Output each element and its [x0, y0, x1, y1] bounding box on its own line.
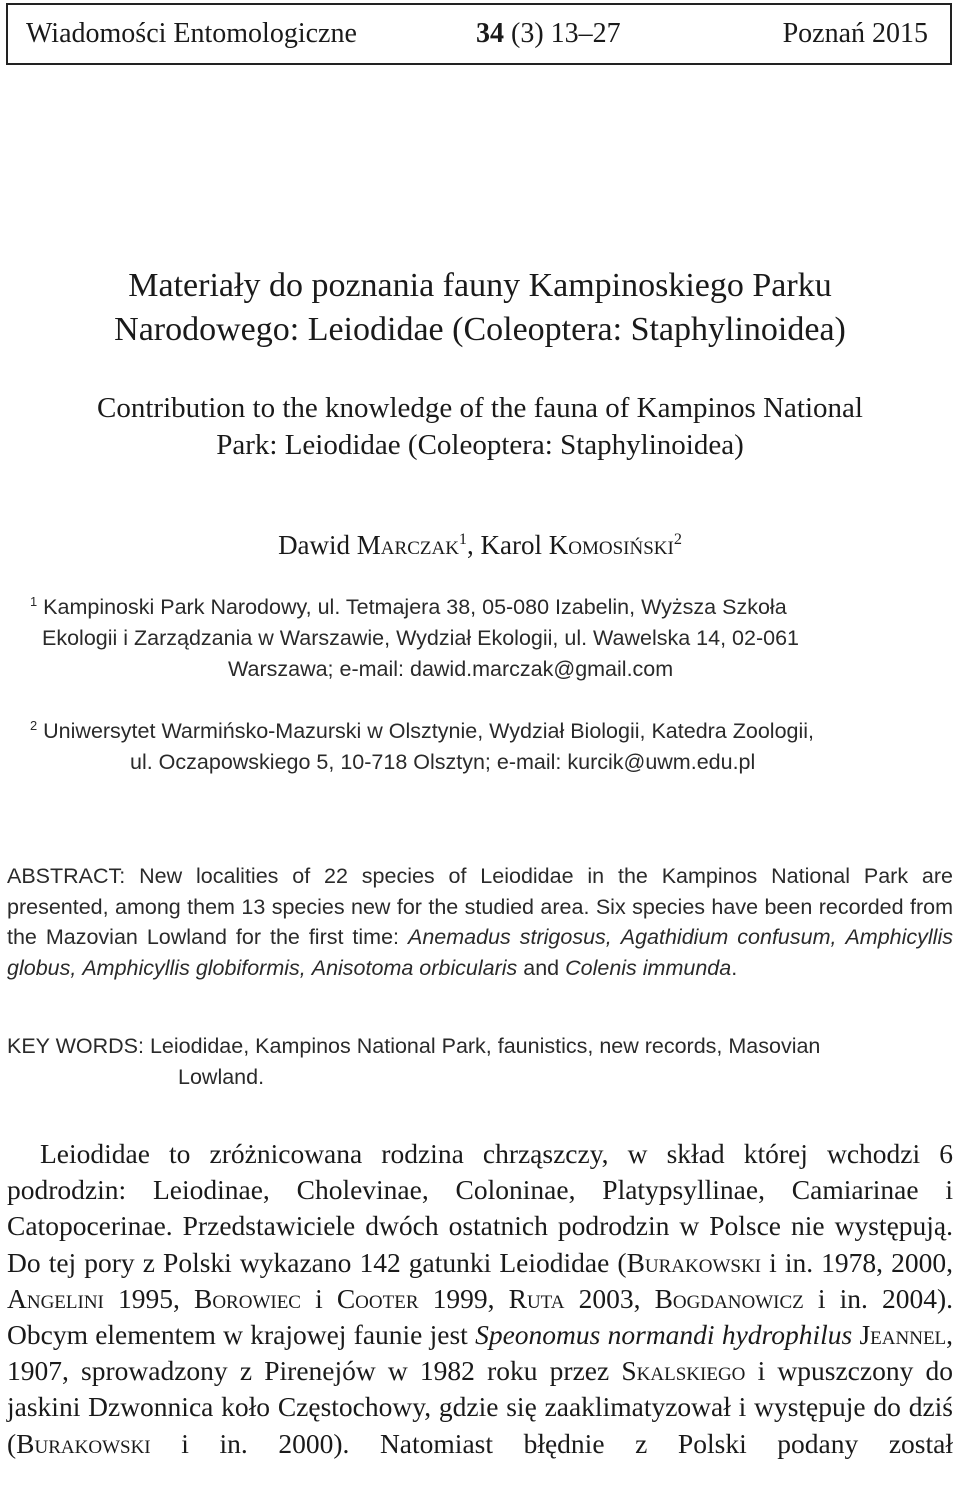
- cited-author: Skalskiego: [621, 1355, 746, 1387]
- cited-author: Ruta: [508, 1282, 565, 1314]
- cited-author: Angelini: [7, 1282, 104, 1314]
- affiliation-2-sup: 2: [30, 717, 38, 733]
- body-text-run: , 1907, sprowadzony z Pirenejów w 1982 roku przez: [7, 1319, 954, 1387]
- cited-author: Cooter: [336, 1282, 419, 1314]
- place-year: Poznań 2015: [782, 18, 928, 49]
- author-2-sup: 2: [673, 530, 682, 548]
- keywords: [7, 1031, 953, 1092]
- volume-number: 34: [476, 18, 504, 49]
- author-1-first: Dawid: [278, 530, 351, 560]
- keywords-line-1: KEY WORDS: Leiodidae, Kampinos National Park, faunistics, new records, Masovian: [7, 1034, 821, 1058]
- volume-issue: [476, 18, 621, 50]
- body-text-run: Leiodidae to zróżnicowana rodzina chrząszczy, w skład której wchodzi 6 podrodzin: Leiodinae, Cholevinae, Coloninae, Platypsyllinae, Camiarinae i Catopocerinae. Przedstawiciele dwóch ostatnich podrodzin w Polsce nie występują. Do tej pory z Polski wykazano 142 gatunki Leiodidae (: [7, 1138, 953, 1278]
- body-text-run: i in. 2004). Obcym elementem w krajowej faunie jest: [7, 1282, 954, 1351]
- body-text-run: i in. 2000). Natomiast błędnie z Polski podany został: [150, 1427, 953, 1459]
- body-text: [7, 1136, 953, 1462]
- affiliation-1: [30, 592, 938, 685]
- title-polish-line-2: Narodowego: Leiodidae (Coleoptera: Staphylinoidea): [114, 311, 846, 348]
- cited-author: Jeannel: [859, 1319, 947, 1351]
- body-text-run: 2003,: [564, 1282, 655, 1314]
- keywords-line-2: Lowland.: [178, 1064, 265, 1089]
- body-text-run: i wpuszczony do jaskini Dzwonnica koło Częstochowy, gdzie się zaaklimatyzował i występuje do dziś (: [7, 1355, 953, 1459]
- title-english-line-2: Park: Leiodidae (Coleoptera: Staphylinoidea): [216, 429, 744, 461]
- cited-author: Bogdanowicz: [654, 1282, 804, 1314]
- issue-pages: (3) 13–27: [511, 18, 621, 49]
- species-4: Amphicyllis globiformis,: [82, 955, 306, 980]
- author-1-last: Marczak: [356, 530, 459, 560]
- author-2-first: Karol: [480, 530, 542, 560]
- body-text-run: 1999,: [418, 1282, 509, 1314]
- body-text-run: i in. 1978, 2000,: [761, 1246, 954, 1278]
- abstract-text: ABSTRACT: New localities of 22 species of Leiodidae in the Kampinos National Park are presented, among them 13 species new for the studied area. Six species have been recorded from the Mazovian Lowland for the first time:: [7, 864, 953, 949]
- species-5: Anisotoma orbicularis: [311, 955, 518, 980]
- affiliation-2-line-2: ul. Oczapowskiego 5, 10-718 Olsztyn; e-mail: kurcik@uwm.edu.pl: [130, 750, 756, 774]
- species-name: Speonomus normandi hydrophilus: [475, 1319, 853, 1351]
- body-text-run: i: [300, 1282, 337, 1314]
- species-2: Agathidium confusum,: [620, 925, 837, 949]
- abstract: [7, 861, 953, 983]
- cited-author: Burakowski: [16, 1427, 151, 1459]
- title-polish: [0, 264, 960, 352]
- title-english-line-1: Contribution to the knowledge of the fauna of Kampinos National: [97, 392, 863, 424]
- affiliation-2-line-1: Uniwersytet Warmińsko-Mazurski w Olsztynie, Wydział Biologii, Katedra Zoologii,: [43, 719, 815, 743]
- body-paragraph: [7, 1136, 953, 1462]
- species-6: Colenis immunda: [565, 955, 732, 980]
- species-3: Amphicyllis globus,: [7, 925, 953, 980]
- cited-author: Borowiec: [193, 1282, 301, 1314]
- title-polish-line-1: Materiały do poznania fauny Kampinoskiego Parku: [128, 267, 832, 304]
- species-1: Anemadus strigosus,: [408, 925, 612, 949]
- affiliation-1-line-1: Kampinoski Park Narodowy, ul. Tetmajera 38, 05-080 Izabelin, Wyższa Szkoła: [43, 595, 787, 619]
- author-1-sup: 1: [458, 530, 468, 548]
- author-list: [0, 530, 960, 561]
- affiliation-2: [30, 716, 938, 778]
- abstract-end: .: [731, 955, 738, 980]
- affiliation-1-sup: 1: [30, 593, 38, 609]
- affiliation-1-line-2: Ekologii i Zarządzania w Warszawie, Wydział Ekologii, ul. Wawelska 14, 02-061: [42, 626, 799, 650]
- title-english: [0, 390, 960, 464]
- abstract-and: and: [523, 955, 560, 980]
- affiliation-1-line-3: Warszawa; e-mail: dawid.marczak@gmail.com: [228, 657, 674, 681]
- journal-header: [6, 3, 952, 65]
- cited-author: Burakowski: [626, 1246, 762, 1278]
- body-text-run: 1995,: [103, 1282, 194, 1314]
- author-2-last: Komosiński: [548, 530, 674, 560]
- journal-name: Wiadomości Entomologiczne: [26, 18, 357, 49]
- author-separator: ,: [467, 530, 474, 560]
